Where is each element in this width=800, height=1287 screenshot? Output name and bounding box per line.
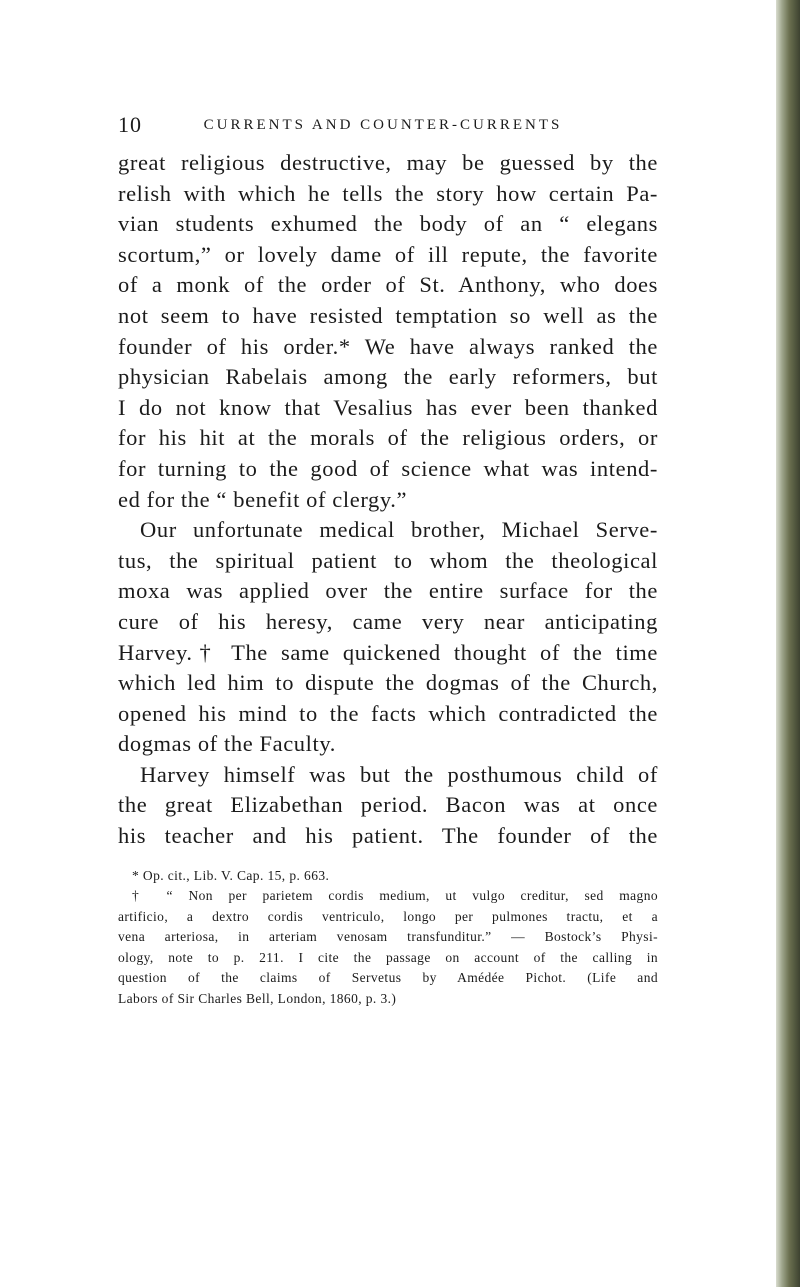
body-line: physician Rabelais among the early reformers, but: [118, 364, 658, 390]
footnote-line: Labors of Sir Charles Bell, London, 1860, p. 3.): [118, 990, 397, 1006]
body-line: Harvey himself was but the posthumous child of: [140, 761, 658, 787]
body-line: Our unfortunate medical brother, Michael Serve-: [140, 517, 658, 543]
body-line: the great Elizabethan period. Bacon was at once: [118, 792, 658, 818]
page-header: [118, 112, 658, 142]
body-line: which led him to dispute the dogmas of the Church,: [118, 670, 658, 696]
footnote-line: * Op. cit., Lib. V. Cap. 15, p. 663.: [132, 867, 330, 883]
body-line: vian students exhumed the body of an “ elegans: [118, 211, 658, 237]
body-line: tus, the spiritual patient to whom the theological: [118, 547, 658, 573]
body-line: moxa was applied over the entire surface for the: [118, 578, 658, 604]
body-line: for turning to the good of science what was intend-: [118, 455, 658, 481]
footnote-line: question of the claims of Servetus by Amédée Pichot. (Life and: [118, 970, 658, 986]
page-edge: [776, 0, 800, 1287]
body-line: not seem to have resisted temptation so well as the: [118, 302, 658, 328]
footnote-line: † “ Non per parietem cordis medium, ut vulgo creditur, sed magno: [132, 888, 658, 904]
body-line: relish with which he tells the story how certain Pa-: [118, 180, 658, 206]
body-line: scortum,” or lovely dame of ill repute, the favorite: [118, 241, 658, 267]
footnote-line: ology, note to p. 211. I cite the passage on account of the calling in: [118, 949, 658, 965]
body-line: for his hit at the morals of the religious orders, or: [118, 425, 658, 451]
body-line: founder of his order.* We have always ranked the: [118, 333, 658, 359]
book-page: [118, 112, 658, 1009]
body-line: of a monk of the order of St. Anthony, who does: [118, 272, 658, 298]
body-line: his teacher and his patient. The founder of the: [118, 823, 658, 849]
running-head: CURRENTS AND COUNTER-CURRENTS: [203, 117, 563, 133]
body-line: great religious destructive, may be guessed by the: [118, 150, 658, 175]
body-line: I do not know that Vesalius has ever been thanked: [118, 394, 658, 420]
footnote-line: vena arteriosa, in arteriam venosam transfunditur.” — Bostock’s Physi-: [118, 929, 658, 945]
footnote-line: artificio, a dextro cordis ventriculo, longo per pulmones tractu, et a: [118, 908, 658, 924]
body-line: Harvey.† The same quickened thought of the time: [118, 639, 658, 665]
body-line: ed for the “ benefit of clergy.”: [118, 486, 408, 512]
footnotes: [118, 866, 658, 1010]
body-line: dogmas of the Faculty.: [118, 731, 336, 757]
body-line: opened his mind to the facts which contradicted the: [118, 700, 658, 726]
body-line: cure of his heresy, came very near anticipating: [118, 608, 658, 634]
page-number: 10: [118, 112, 142, 137]
body-text: [118, 148, 658, 852]
